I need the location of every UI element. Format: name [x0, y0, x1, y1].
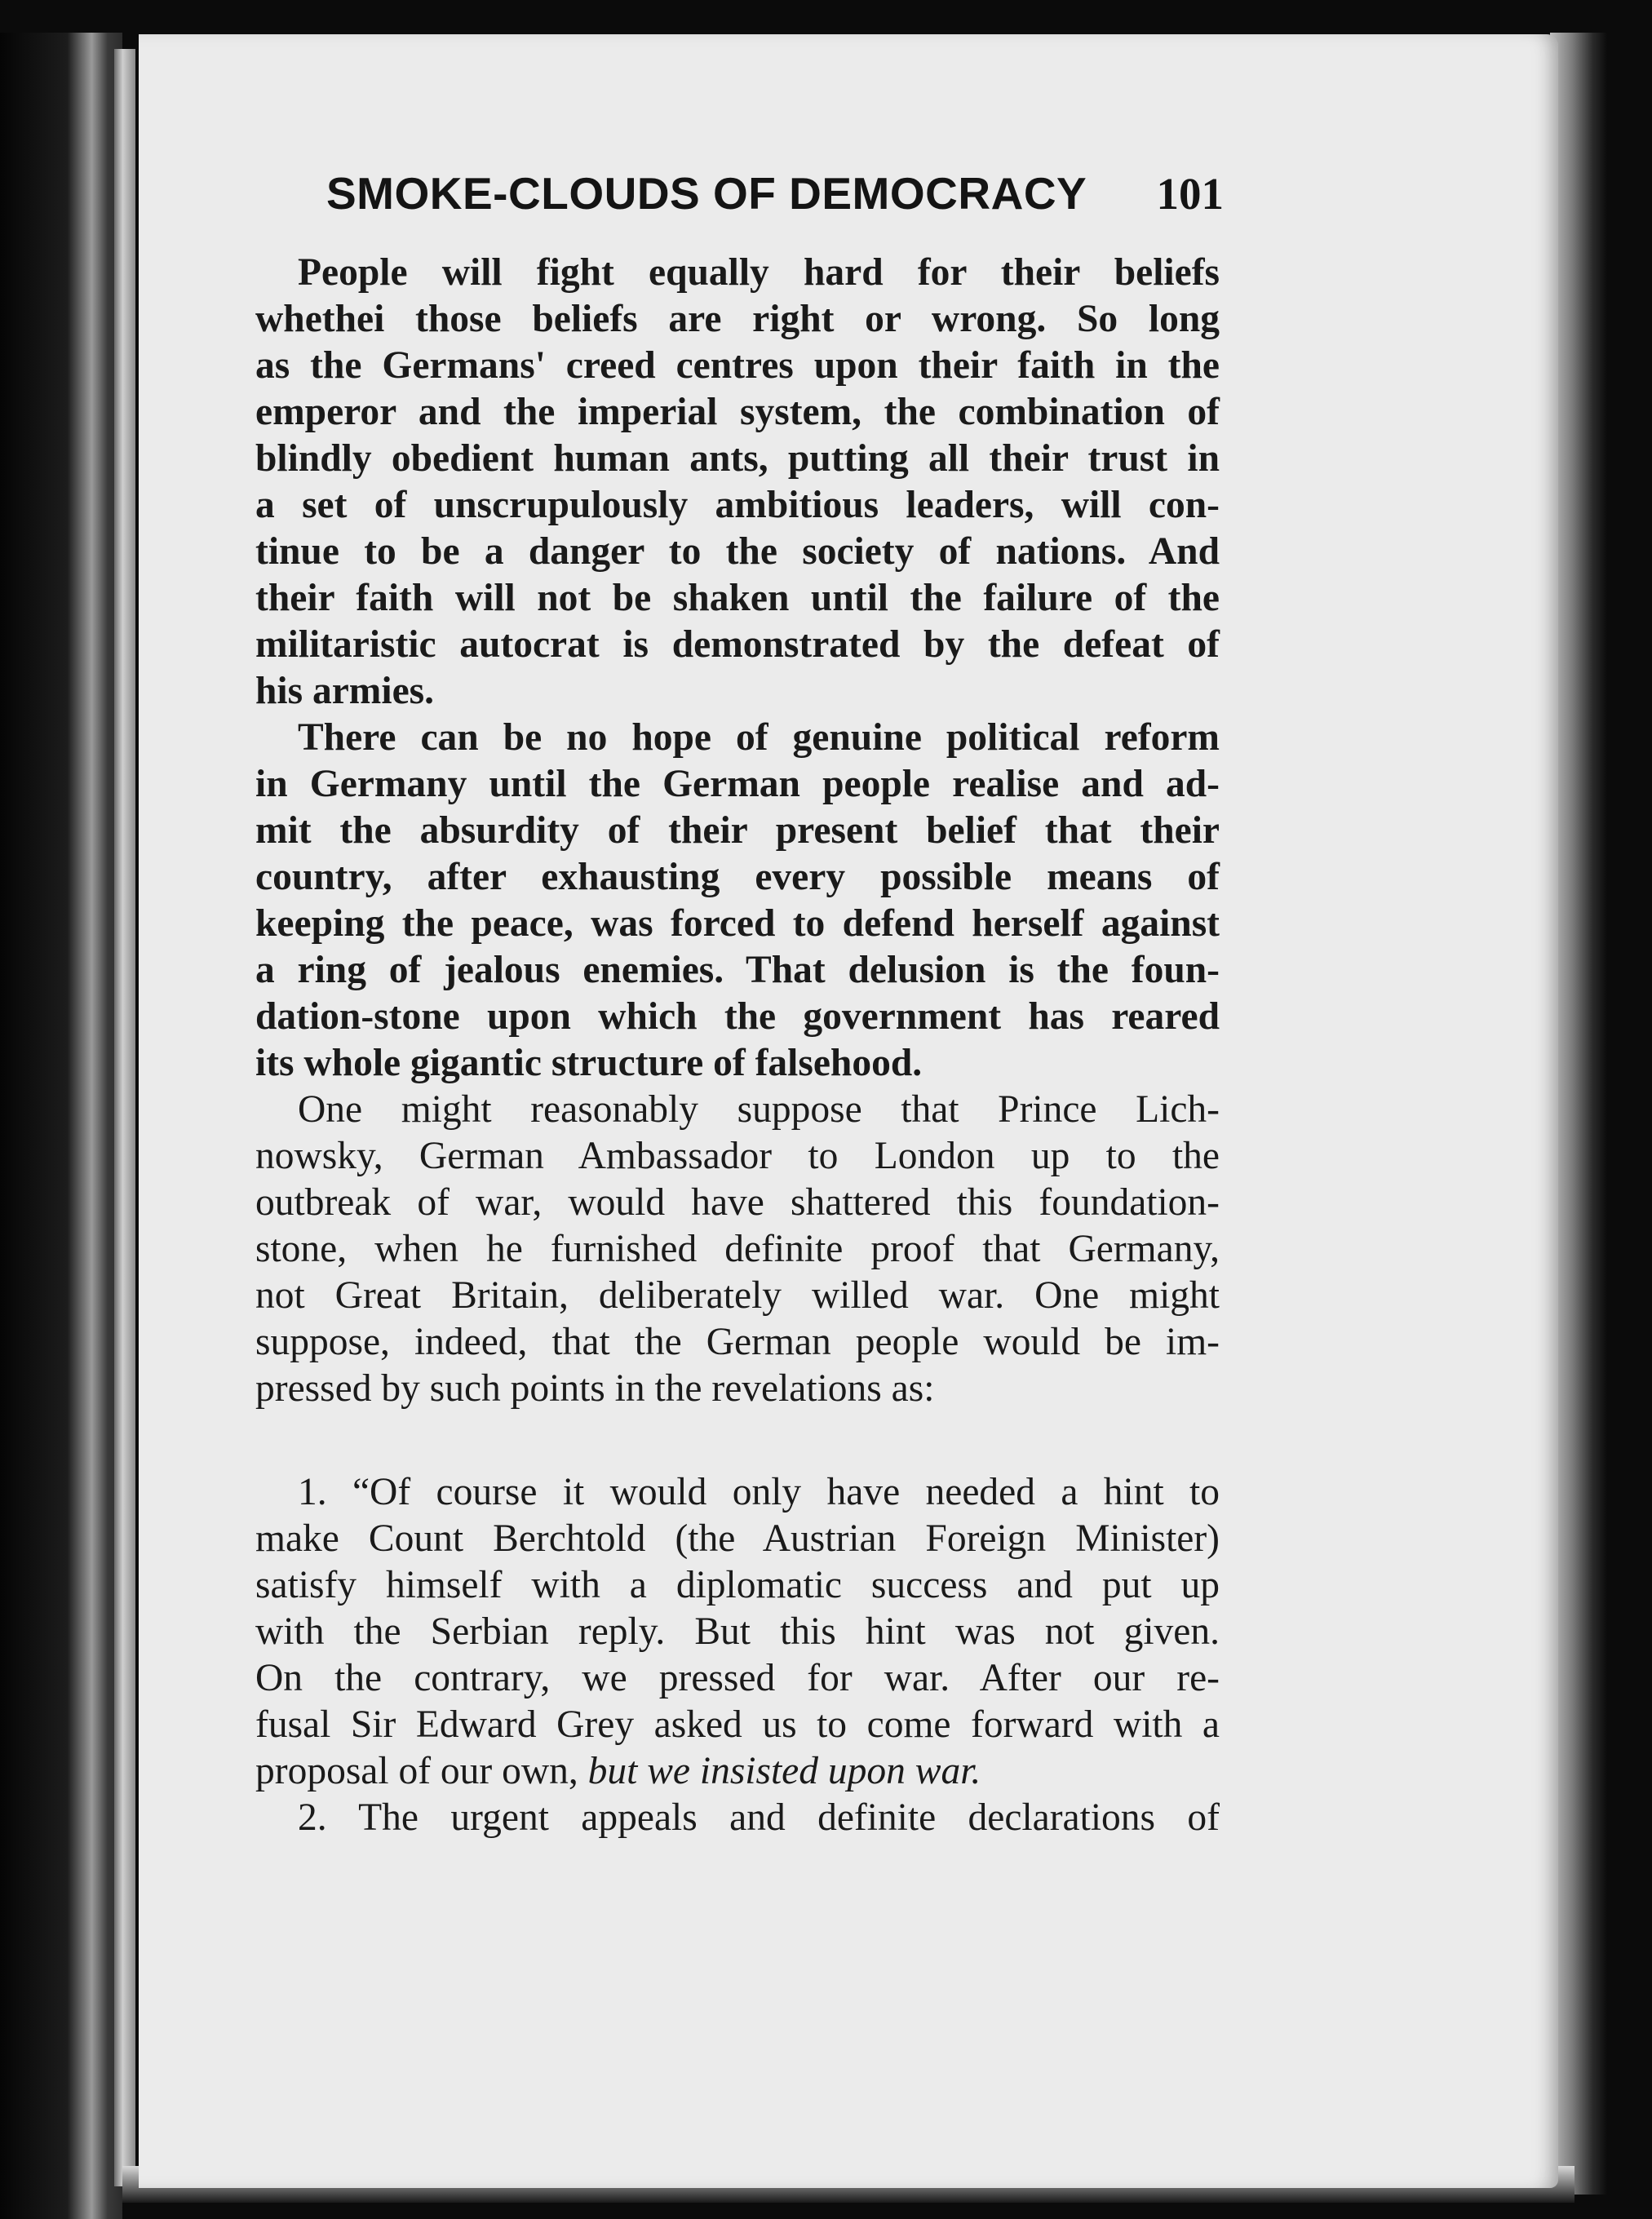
text-line: their faith will not be shaken until the failure of the: [255, 577, 1220, 619]
text-line: pressed by such points in the revelations as:: [255, 1367, 935, 1410]
text-line: its whole gigantic structure of falsehood.: [255, 1042, 923, 1084]
text-line: not Great Britain, deliberately willed war. One might: [255, 1274, 1220, 1317]
text-line: There can be no hope of genuine political reform: [298, 716, 1220, 759]
text-line: with the Serbian reply. But this hint was not given.: [255, 1610, 1220, 1653]
text-line: make Count Berchtold (the Austrian Foreign Minister): [255, 1517, 1220, 1560]
text-line: a set of unscrupulously ambitious leaders, will con-: [255, 484, 1220, 526]
text-line: suppose, indeed, that the German people would be im-: [255, 1321, 1220, 1363]
text-line: blindly obedient human ants, putting all their trust in: [255, 437, 1220, 480]
page-number: 101: [1156, 169, 1224, 219]
text-line: stone, when he furnished definite proof that Germany,: [255, 1228, 1220, 1270]
text-line: a ring of jealous enemies. That delusion is the foun-: [255, 949, 1220, 991]
text-line: outbreak of war, would have shattered this foundation-: [255, 1181, 1220, 1224]
adjacent-page-edge: [0, 33, 122, 2219]
text-line: emperor and the imperial system, the combination of: [255, 391, 1220, 433]
text-line: nowsky, German Ambassador to London up to the: [255, 1135, 1220, 1177]
text-line: fusal Sir Edward Grey asked us to come forward with a: [255, 1703, 1220, 1746]
paragraph-1: [255, 250, 1220, 715]
text-line: [255, 1748, 1220, 1795]
text-line: 1. “Of course it would only have needed a hint to: [298, 1471, 1220, 1513]
text-line: tinue to be a danger to the society of nations. And: [255, 530, 1220, 573]
text-line: militaristic autocrat is demonstrated by the defeat of: [255, 623, 1220, 666]
text-line: mit the absurdity of their present belief that their: [255, 809, 1220, 852]
italic-emphasis: but we insisted upon war.: [587, 1750, 981, 1792]
text-line: One might reasonably suppose that Prince Lich-: [298, 1088, 1220, 1131]
text-line: keeping the peace, was forced to defend herself against: [255, 902, 1220, 945]
quoted-list-item-1: [255, 1469, 1220, 1795]
paragraph-2: [255, 715, 1220, 1087]
running-title: SMOKE-CLOUDS OF DEMOCRACY: [326, 168, 1087, 219]
text-line: in Germany until the German people realise and ad-: [255, 763, 1220, 805]
text-line: dation-stone upon which the government has reared: [255, 995, 1220, 1038]
page-right-edge: [1550, 33, 1607, 2195]
section-gap: [255, 1412, 1220, 1469]
text-line: 2. The urgent appeals and definite declarations of: [298, 1796, 1220, 1839]
text-line: satisfy himself with a diplomatic success and put up: [255, 1564, 1220, 1606]
quoted-list-item-2: [255, 1795, 1220, 1841]
book-spine-edge: [114, 49, 135, 2186]
text-line: country, after exhausting every possible means of: [255, 856, 1220, 898]
body-text: [255, 250, 1220, 1841]
text-line: On the contrary, we pressed for war. After our re-: [255, 1657, 1220, 1699]
text-line: whethei those beliefs are right or wrong. So long: [255, 298, 1220, 340]
text-line: People will fight equally hard for their beliefs: [298, 251, 1220, 294]
text-line: as the Germans' creed centres upon their faith in the: [255, 344, 1220, 387]
text-run: proposal of our own,: [255, 1750, 588, 1792]
paragraph-3: [255, 1087, 1220, 1412]
running-header: [326, 167, 1224, 241]
text-line: his armies.: [255, 670, 435, 712]
